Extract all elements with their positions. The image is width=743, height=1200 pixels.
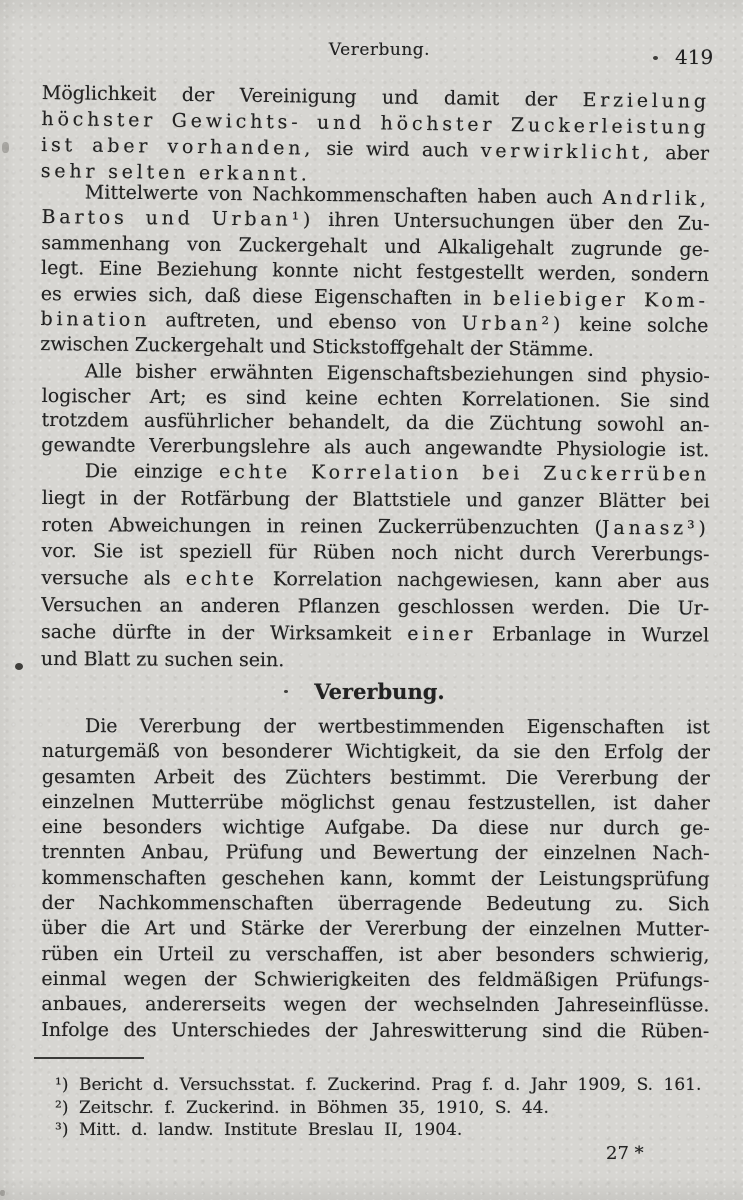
letterspaced-emphasis-text: bination [40, 308, 151, 332]
text-line [41, 1018, 709, 1045]
text-segment: ihren Untersuchungen über den Zu- [314, 209, 710, 236]
letterspaced-emphasis-text: Urban²) [461, 312, 565, 336]
text-segment: Versuchen an anderen Pflanzen geschlossen werden. Die Ur- [41, 593, 710, 620]
text-line [41, 565, 709, 595]
text-segment: versuche als [41, 567, 186, 590]
text-segment: logischer Art; es sind keine echten Korrelationen. Sie sind [41, 384, 710, 412]
footnote: ³) Mitt. d. landw. Institute Breslau II, 1904. [55, 1120, 463, 1140]
text-segment: eine besonders wichtige Aufgabe. Da diese nur durch ge- [41, 816, 710, 840]
letterspaced-emphasis-text: verwirklicht, [480, 139, 654, 165]
text-segment: sammenhang von Zuckergehalt und Alkaligehalt zugrunde ge- [41, 231, 710, 261]
letterspaced-emphasis-text: Janasz³) [601, 516, 710, 540]
text-line [42, 485, 710, 515]
text-line [42, 790, 710, 817]
printers-signature-mark: 27 * [606, 1143, 644, 1164]
text-segment: Infolge des Unterschiedes der Jahreswitterung sind die Rüben- [41, 1018, 710, 1042]
text-line [42, 739, 710, 766]
text-segment: einmal wegen der Schwierigkeiten des feldmäßigen Prüfungs- [41, 967, 710, 992]
text-line [41, 592, 709, 622]
text-segment: Erbanlage in Wurzel [476, 623, 710, 647]
text-segment: und Blatt zu suchen sein. [40, 647, 285, 671]
text-segment: der Nachkommenschaften überragende Bedeutung zu. Sich [41, 892, 710, 916]
letterspaced-emphasis-text: Bartos und Urban¹) [41, 206, 315, 232]
paragraph-p4 [41, 458, 710, 676]
text-segment: anbaues, andererseits wegen der wechselnden Jahreseinflüsse. [41, 993, 710, 1017]
letterspaced-emphasis-text: echte Korrelation bei Zuckerrüben [218, 460, 710, 486]
text-line [42, 512, 710, 542]
text-segment: Korrelation nachgewiesen, kann aber aus [257, 568, 710, 593]
letterspaced-emphasis-text: Andrlik, [602, 186, 710, 210]
text-segment: trotzdem ausführlicher behandelt, da die Züchtung sowohl an- [41, 409, 710, 437]
text-line [41, 646, 709, 676]
text-line [41, 619, 709, 649]
text-line [42, 891, 710, 918]
paragraph-p2 [40, 180, 710, 365]
text-line [42, 815, 710, 842]
paragraph-p1 [41, 80, 710, 193]
text-segment: Möglichkeit der Vereinigung und damit der [41, 81, 583, 112]
text-segment: Mittelwerte von Nachkommenschaften haben auch [84, 181, 603, 209]
scan-speck [653, 56, 658, 60]
scan-speck [0, 1190, 5, 1196]
text-line [42, 840, 710, 867]
text-segment: Alle bisher erwähnten Eigenschaftsbeziehungen sind physio- [84, 360, 710, 388]
text-segment: sache dürfte in der Wirksamkeit [41, 620, 408, 645]
text-line [42, 714, 710, 741]
text-segment: aber [652, 142, 710, 165]
text-segment: Die Vererbung der wertbestimmenden Eigenschaften ist [84, 715, 710, 739]
scan-speck [2, 142, 9, 153]
footnote-separator-rule [34, 1057, 144, 1059]
text-segment: sie wird auch [313, 137, 481, 162]
section-heading: Vererbung. [314, 679, 445, 704]
text-segment: einzelnen Mutterrübe möglichst genau festzustellen, ist daher [41, 790, 710, 815]
text-line [41, 942, 709, 969]
text-segment: trennten Anbau, Prüfung und Bewertung der einzelnen Nach- [41, 841, 710, 865]
page-number: 419 [675, 45, 714, 69]
text-segment: legt. Eine Beziehung konnte nicht festgestellt werden, sondern [40, 257, 710, 287]
footnote: ¹) Bericht d. Versuchsstat. f. Zuckerind. Prag f. d. Jahr 1909, S. 161. [55, 1075, 702, 1095]
text-segment: Die einzige [84, 460, 220, 483]
letterspaced-emphasis-text: höchster Gewichts- und höchster Zuckerleistung [41, 107, 710, 139]
text-line [41, 538, 709, 568]
text-segment: vor. Sie ist speziell für Rüben noch nicht durch Vererbungs- [41, 540, 710, 566]
letterspaced-emphasis-text: ist aber vorhanden, [41, 133, 315, 160]
letterspaced-emphasis-text: sehr selten erkannt. [40, 159, 311, 186]
letterspaced-emphasis-text: beliebiger Kom- [493, 287, 709, 312]
scan-speck [15, 663, 23, 670]
text-segment: rüben ein Urteil zu verschaffen, ist aber besonders schwierig, [41, 942, 710, 967]
text-segment: naturgemäß von besonderer Wichtigkeit, da sie den Erfolg der [41, 740, 710, 764]
text-segment: liegt in der Rotfärbung der Blattstiele und ganzer Blätter bei [41, 486, 710, 513]
text-line [42, 866, 710, 893]
letterspaced-emphasis-text: Erzielung [582, 89, 710, 113]
text-line [41, 992, 709, 1019]
text-segment: roten Abweichungen in reinen Zuckerrübenzuchten ( [41, 513, 602, 539]
text-segment: über die Art und Stärke der Vererbung der einzelnen Mutter- [41, 917, 710, 941]
letterspaced-emphasis-text: echte [185, 567, 258, 591]
paragraph-p3 [41, 359, 710, 463]
footnotes [55, 1074, 715, 1142]
text-segment: gesamten Arbeit des Züchters bestimmt. Die Vererbung der [41, 765, 710, 789]
text-line [42, 916, 710, 943]
running-header-title: Vererbung. [328, 40, 431, 60]
text-segment: zwischen Zuckergehalt und Stickstoffgehalt der Stämme. [40, 333, 594, 362]
text-segment: auftreten, und ebenso von [150, 309, 462, 335]
text-segment: es erwies sich, daß diese Eigenschaften in [40, 282, 494, 310]
text-line [41, 967, 709, 994]
text-segment: gewandte Vererbungslehre als auch angewandte Physiologie ist. [41, 433, 710, 462]
text-segment: kommenschaften geschehen kann, kommt der Leistungsprüfung [41, 866, 710, 891]
footnote: ²) Zeitschr. f. Zuckerind. in Böhmen 35, 1910, S. 44. [55, 1097, 549, 1118]
paragraph-p5 [41, 714, 710, 1044]
text-segment: keine solche [563, 313, 709, 338]
text-line [42, 765, 710, 792]
text-line [42, 458, 710, 488]
scan-speck [284, 690, 288, 693]
letterspaced-emphasis-text: einer [407, 622, 477, 646]
